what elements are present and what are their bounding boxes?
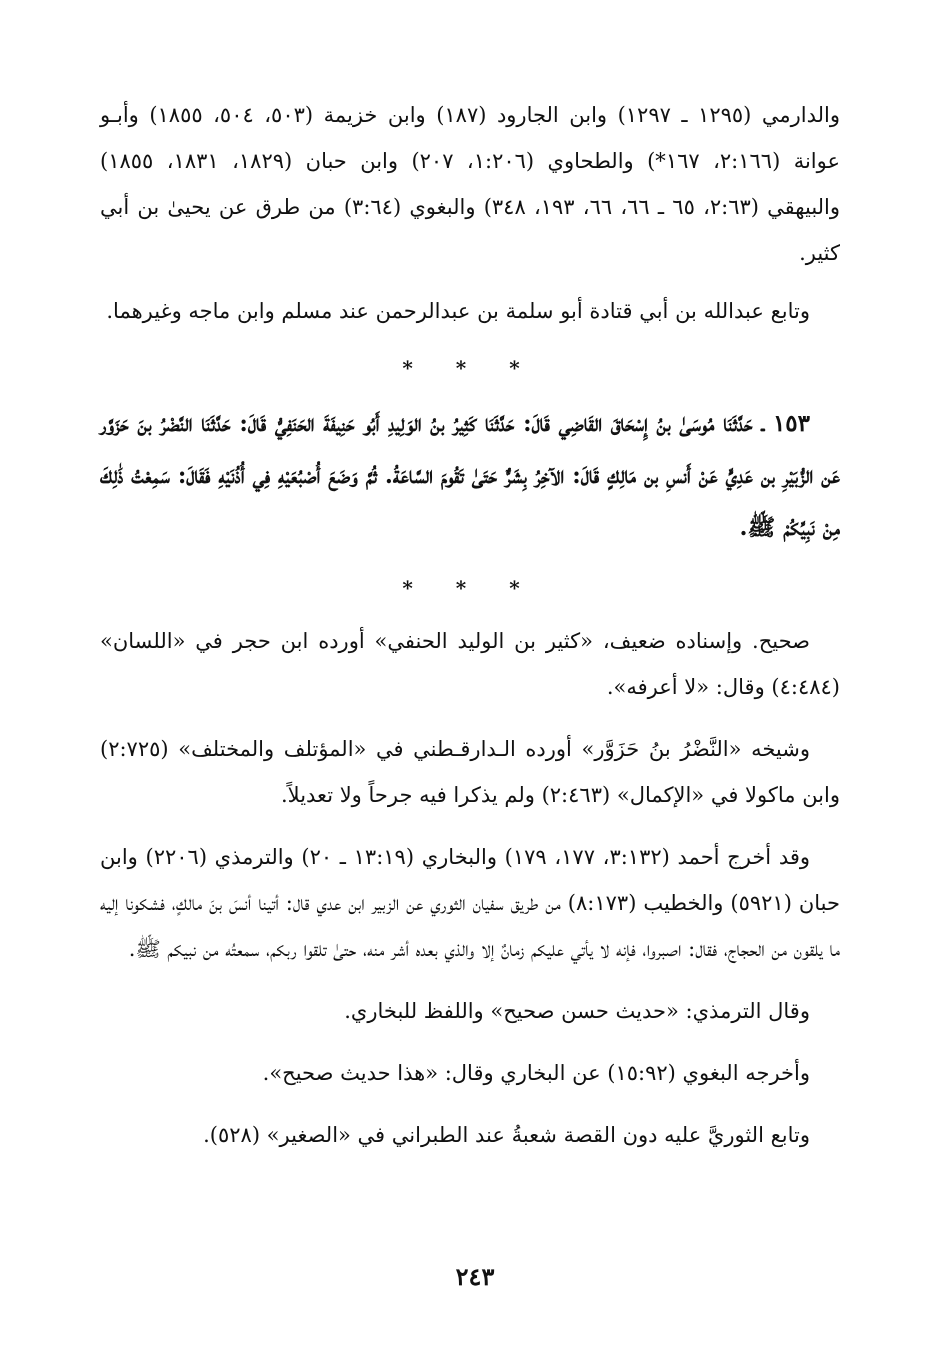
paragraph-grading: صحيح. وإسناده ضعيف، «كثير بن الوليد الحنفي» أورده ابن حجر في «اللسان» (٤:٤٨٤) وقال: «لا أعرفه». — [100, 629, 840, 699]
hadith-text: ١٥٣ ـ حَدَّثَنَا مُوسَىٰ بنُ إِسْحَاقَ القَاضِي قَالَ: حَدَّثَنَا كَثِيرُ بنُ الوَلِيدِ أَبُو حَنِيفَةَ الحَنَفِيُّ قَالَ: حَدَّثَنَا النَّضْرُ بنَ حَزَوَّر عَن الزُّبَيْرِ بن عَدِيٍّ عَنْ أَنسِ بن مَالِكٍ قَالَ: الآخِرُ بِشَرٌّ حَتَىٰ تَقُومَ السَّاعَةُ. ثُمَّ وَضَعَ أُصْبُعَيْهِ فِي أُذُنَيْهِ فَقَالَ: سَمِعْتُ ذَٰلِكَ مِنْ نَبِيِّكُمْ ﷺ. — [100, 410, 840, 541]
paragraph-tirmidhi-grading: وقال الترمذي: «حديث حسن صحيح» واللفظ للبخاري. — [344, 999, 810, 1023]
separator-stars: * * * — [402, 356, 538, 380]
paragraph-takhrij-sources: والدارمي (١٢٩٥ ـ ١٢٩٧) وابن الجارود (١٨٧) وابن خزيمة (٥٠٣، ٥٠٤، ١٨٥٥) وأبـو عوانة (٢:١٦٦، ١٦٧*) والطحاوي (١:٢٠٦، ٢٠٧) وابن حبان (١٨٢٩، ١٨٣١، ١٨٥٥) والبيهقي (٢:٦٣، ٦٥ ـ ٦٦، ٦٦، ١٩٣، ٣٤٨) والبغوي (٣:٦٤) من طرق عن يحيىٰ بن أبي كثير. — [100, 103, 841, 265]
paragraph-baghawi: وأخرجه البغوي (١٥:٩٢) عن البخاري وقال: «هذا حديث صحيح». — [262, 1061, 810, 1085]
separator-stars: * * * — [402, 576, 538, 600]
paragraph-mutabaah: وتابع عبدالله بن أبي قتادة أبو سلمة بن عبدالرحمن عند مسلم وابن ماجه وغيرهما. — [106, 299, 810, 323]
paragraph-supporting-narration: وقد أخرج أحمد (٣:١٣٢، ١٧٧، ١٧٩) والبخاري (١٣:١٩ ـ ٢٠) والترمذي (٢٢٠٦) وابن حبان (٥٩٢١) والخطيب (٨:١٧٣) من طريق سفيان الثوري عن الزبير ابن عدي قال: أتينا أنسَ بنَ مالكٍ، فشكونا إليه ما يلقون من الحجاج، فقال: اصبروا، فإنه لا يأتي عليكم زمانٌ إلا والذي بعده أشر منه، حتىٰ تلقوا ربكم، سمعتُه من نبيكم ﷺ. — [100, 845, 840, 961]
page-body — [100, 92, 840, 1158]
paragraph-shubah: وتابع الثوريَّ عليه دون القصة شعبةُ عند الطبراني في «الصغير» (٥٢٨). — [203, 1123, 810, 1147]
paragraph-narrator-shaykh: وشيخه «النَّضْرُ بنُ حَزَوَّر» أورده الـدارقـطني في «المؤتلف والمختلف» (٢:٧٢٥) وابن ماكولا في «الإكمال» (٢:٤٦٣) ولم يذكرا فيه جرحاً ولا تعديلاً. — [100, 737, 840, 807]
page-number: ٢٤٣ — [455, 1262, 495, 1291]
